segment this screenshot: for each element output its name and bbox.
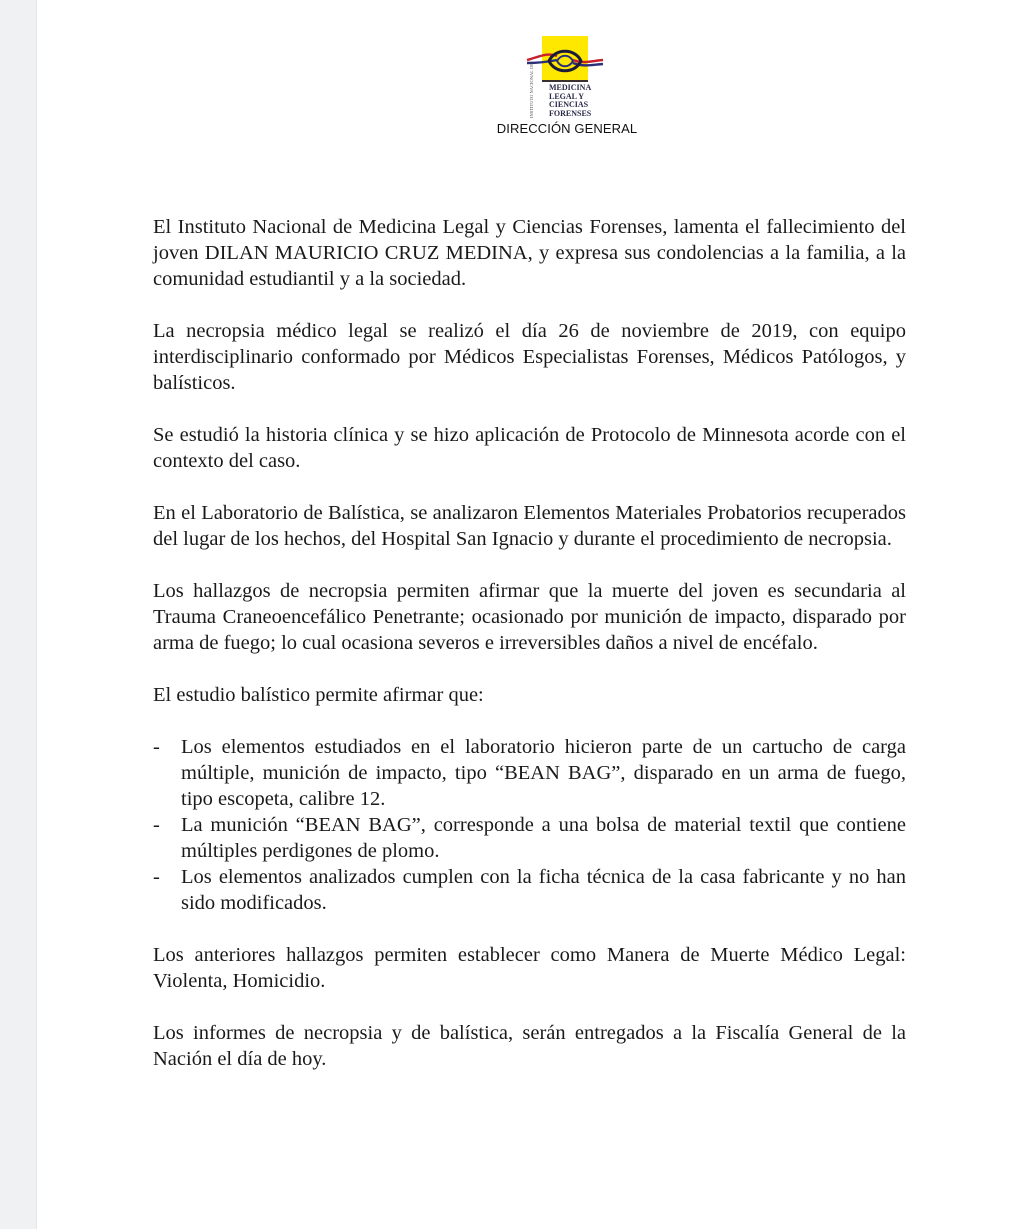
logo-line: CIENCIAS: [549, 100, 589, 109]
viewer-gutter: [0, 0, 37, 1229]
ballistic-findings-list: [153, 734, 906, 916]
document-page: [37, 0, 1017, 1229]
letterhead: [477, 30, 657, 136]
paragraph: El estudio balístico permite afirmar que:: [153, 684, 484, 706]
letterhead-title: DIRECCIÓN GENERAL: [496, 121, 638, 136]
logo-line: LEGAL Y: [549, 91, 585, 101]
list-item: [153, 864, 906, 916]
list-item: [153, 734, 906, 812]
bullet-dash: -: [153, 736, 160, 758]
institute-logo: [477, 30, 657, 122]
logo-base-bar: [542, 80, 588, 82]
bullet-dash: -: [153, 866, 160, 888]
logo-wordmark: [549, 84, 591, 118]
paragraph: La necropsia médico legal se realizó el día 26 de noviembre de 2019, con equipo interdisciplinario conformado por Médicos Especialistas Forenses, Médicos Patólogos, y balísticos.: [153, 320, 906, 394]
list-item-text: Los elementos analizados cumplen con la ficha técnica de la casa fabricante y no han sido modificados.: [181, 866, 906, 914]
list-item: [153, 812, 906, 864]
logo-eye-inner: [557, 56, 573, 67]
list-item-text: La munición “BEAN BAG”, corresponde a una bolsa de material textil que contiene múltiples perdigones de plomo.: [181, 814, 906, 862]
paragraph: Se estudió la historia clínica y se hizo aplicación de Protocolo de Minnesota acorde con el contexto del caso.: [153, 424, 906, 472]
paragraph: Los hallazgos de necropsia permiten afirmar que la muerte del joven es secundaria al Trauma Craneoencefálico Penetrante; ocasionado por munición de impacto, disparado por arma de fuego; lo cual ocasiona severos e irreversibles daños a nivel de encéfalo.: [153, 580, 906, 654]
paragraph: En el Laboratorio de Balística, se analizaron Elementos Materiales Probatorios recuperados del lugar de los hechos, del Hospital San Ignacio y durante el procedimiento de necropsia.: [153, 502, 906, 550]
logo-vertical-text: INSTITUTO NACIONAL DE: [529, 63, 534, 118]
paragraph: El Instituto Nacional de Medicina Legal y Ciencias Forenses, lamenta el fallecimiento del joven DILAN MAURICIO CRUZ MEDINA, y expresa sus condolencias a la familia, a la comunidad estudiantil y a la sociedad.: [153, 216, 906, 290]
bullet-dash: -: [153, 814, 160, 836]
list-item-text: Los elementos estudiados en el laboratorio hicieron parte de un cartucho de carga múltiple, munición de impacto, tipo “BEAN BAG”, disparado en un arma de fuego, tipo escopeta, calibre 12.: [181, 736, 906, 810]
logo-line: FORENSES: [549, 108, 592, 118]
paragraph: Los informes de necropsia y de balística, serán entregados a la Fiscalía General de la Nación el día de hoy.: [153, 1022, 906, 1070]
document-body: [153, 214, 906, 1098]
logo-line: MEDICINA: [549, 83, 592, 92]
paragraph: Los anteriores hallazgos permiten establecer como Manera de Muerte Médico Legal: Violenta, Homicidio.: [153, 944, 906, 992]
